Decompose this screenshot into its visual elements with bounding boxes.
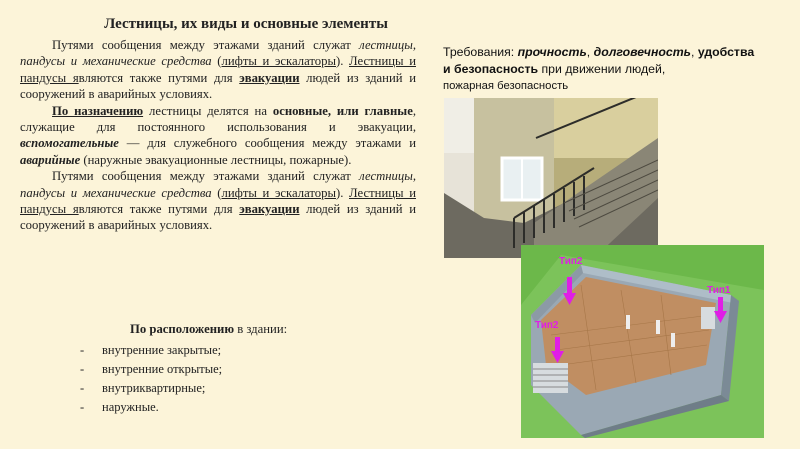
bullet: -	[80, 381, 85, 395]
text-run: долговечность	[593, 45, 691, 59]
text-run: По назначению	[52, 103, 144, 118]
text-run: Путями сообщения между этажами зданий служат	[52, 38, 360, 52]
paragraph-1	[20, 37, 416, 103]
body-text	[20, 37, 416, 234]
text-run: , служащие для постоянного использования и эвакуации,	[20, 103, 417, 135]
label-tip2-top: Тип2	[559, 256, 583, 267]
label-tip1: Тип1	[707, 285, 731, 296]
text-run: ).	[336, 54, 350, 69]
location-heading	[130, 322, 287, 337]
paragraph-3	[20, 168, 416, 234]
text-run: лестницы, пандусы и механические средства	[20, 38, 416, 69]
text-run: при движении людей,	[538, 62, 666, 76]
text-run: аварийные	[20, 152, 81, 167]
paragraph-2	[20, 103, 416, 169]
text-run: Путями сообщения между этажами зданий служат	[52, 169, 360, 184]
building-model-illustration	[521, 245, 764, 438]
bullet: -	[80, 362, 85, 376]
text-run: ,	[586, 45, 594, 59]
text-run: По расположению	[130, 322, 235, 336]
text-run: вляются также путями для	[78, 202, 240, 217]
slide-title: Лестницы, их виды и основные элементы	[104, 16, 388, 32]
text-run: (наружные эвакуационные лестницы, пожарные).	[80, 152, 352, 167]
text-run: ).	[336, 185, 350, 200]
text-run: в здании:	[234, 322, 288, 336]
list-item	[80, 341, 222, 360]
text-run: основные, или главные	[272, 103, 413, 118]
text-run: (	[211, 185, 222, 200]
text-run: и безопасность	[443, 62, 539, 76]
label-tip2-left: Тип2	[535, 320, 559, 331]
list-item-text: внутренние открытые;	[102, 362, 223, 376]
text-run: лестницы, пандусы и механические средства	[20, 169, 416, 200]
text-run: эвакуации	[239, 202, 300, 217]
bullet: -	[80, 343, 85, 357]
list-item	[80, 379, 222, 398]
text-run: Лестницы и пандусы я	[20, 54, 416, 85]
text-run: лифты и эскалаторы	[221, 54, 336, 69]
text-run: Требования:	[443, 45, 518, 59]
text-run: вляются также путями для	[78, 70, 240, 85]
location-list	[80, 341, 222, 417]
list-item-text: внутриквартирные;	[102, 381, 206, 395]
text-run: лифты и эскалаторы	[221, 185, 336, 200]
list-item-text: внутренние закрытые;	[102, 343, 222, 357]
requirements-text	[443, 44, 793, 95]
text-run: лестницы делятся на	[143, 103, 273, 118]
text-run: (	[211, 54, 222, 69]
text-run: пожарная безопасность	[443, 80, 569, 92]
list-item-text: наружные.	[102, 400, 159, 414]
text-run: вспомогательные	[20, 136, 119, 151]
text-run: удобства	[697, 45, 755, 59]
text-run: прочность	[517, 45, 587, 59]
text-run: Лестницы и пандусы я	[20, 185, 416, 217]
text-run: людей из зданий и сооружений в аварийных условиях.	[20, 70, 416, 102]
text-run: эвакуации	[239, 70, 300, 85]
stairwell-photo	[444, 98, 658, 258]
list-item	[80, 360, 222, 379]
text-run: ,	[690, 45, 698, 59]
list-item	[80, 398, 222, 417]
text-run: людей из зданий и сооружений в аварийных условиях.	[20, 202, 416, 233]
text-run: — для служебного сообщения между этажами и	[118, 136, 416, 151]
bullet: -	[80, 400, 85, 414]
